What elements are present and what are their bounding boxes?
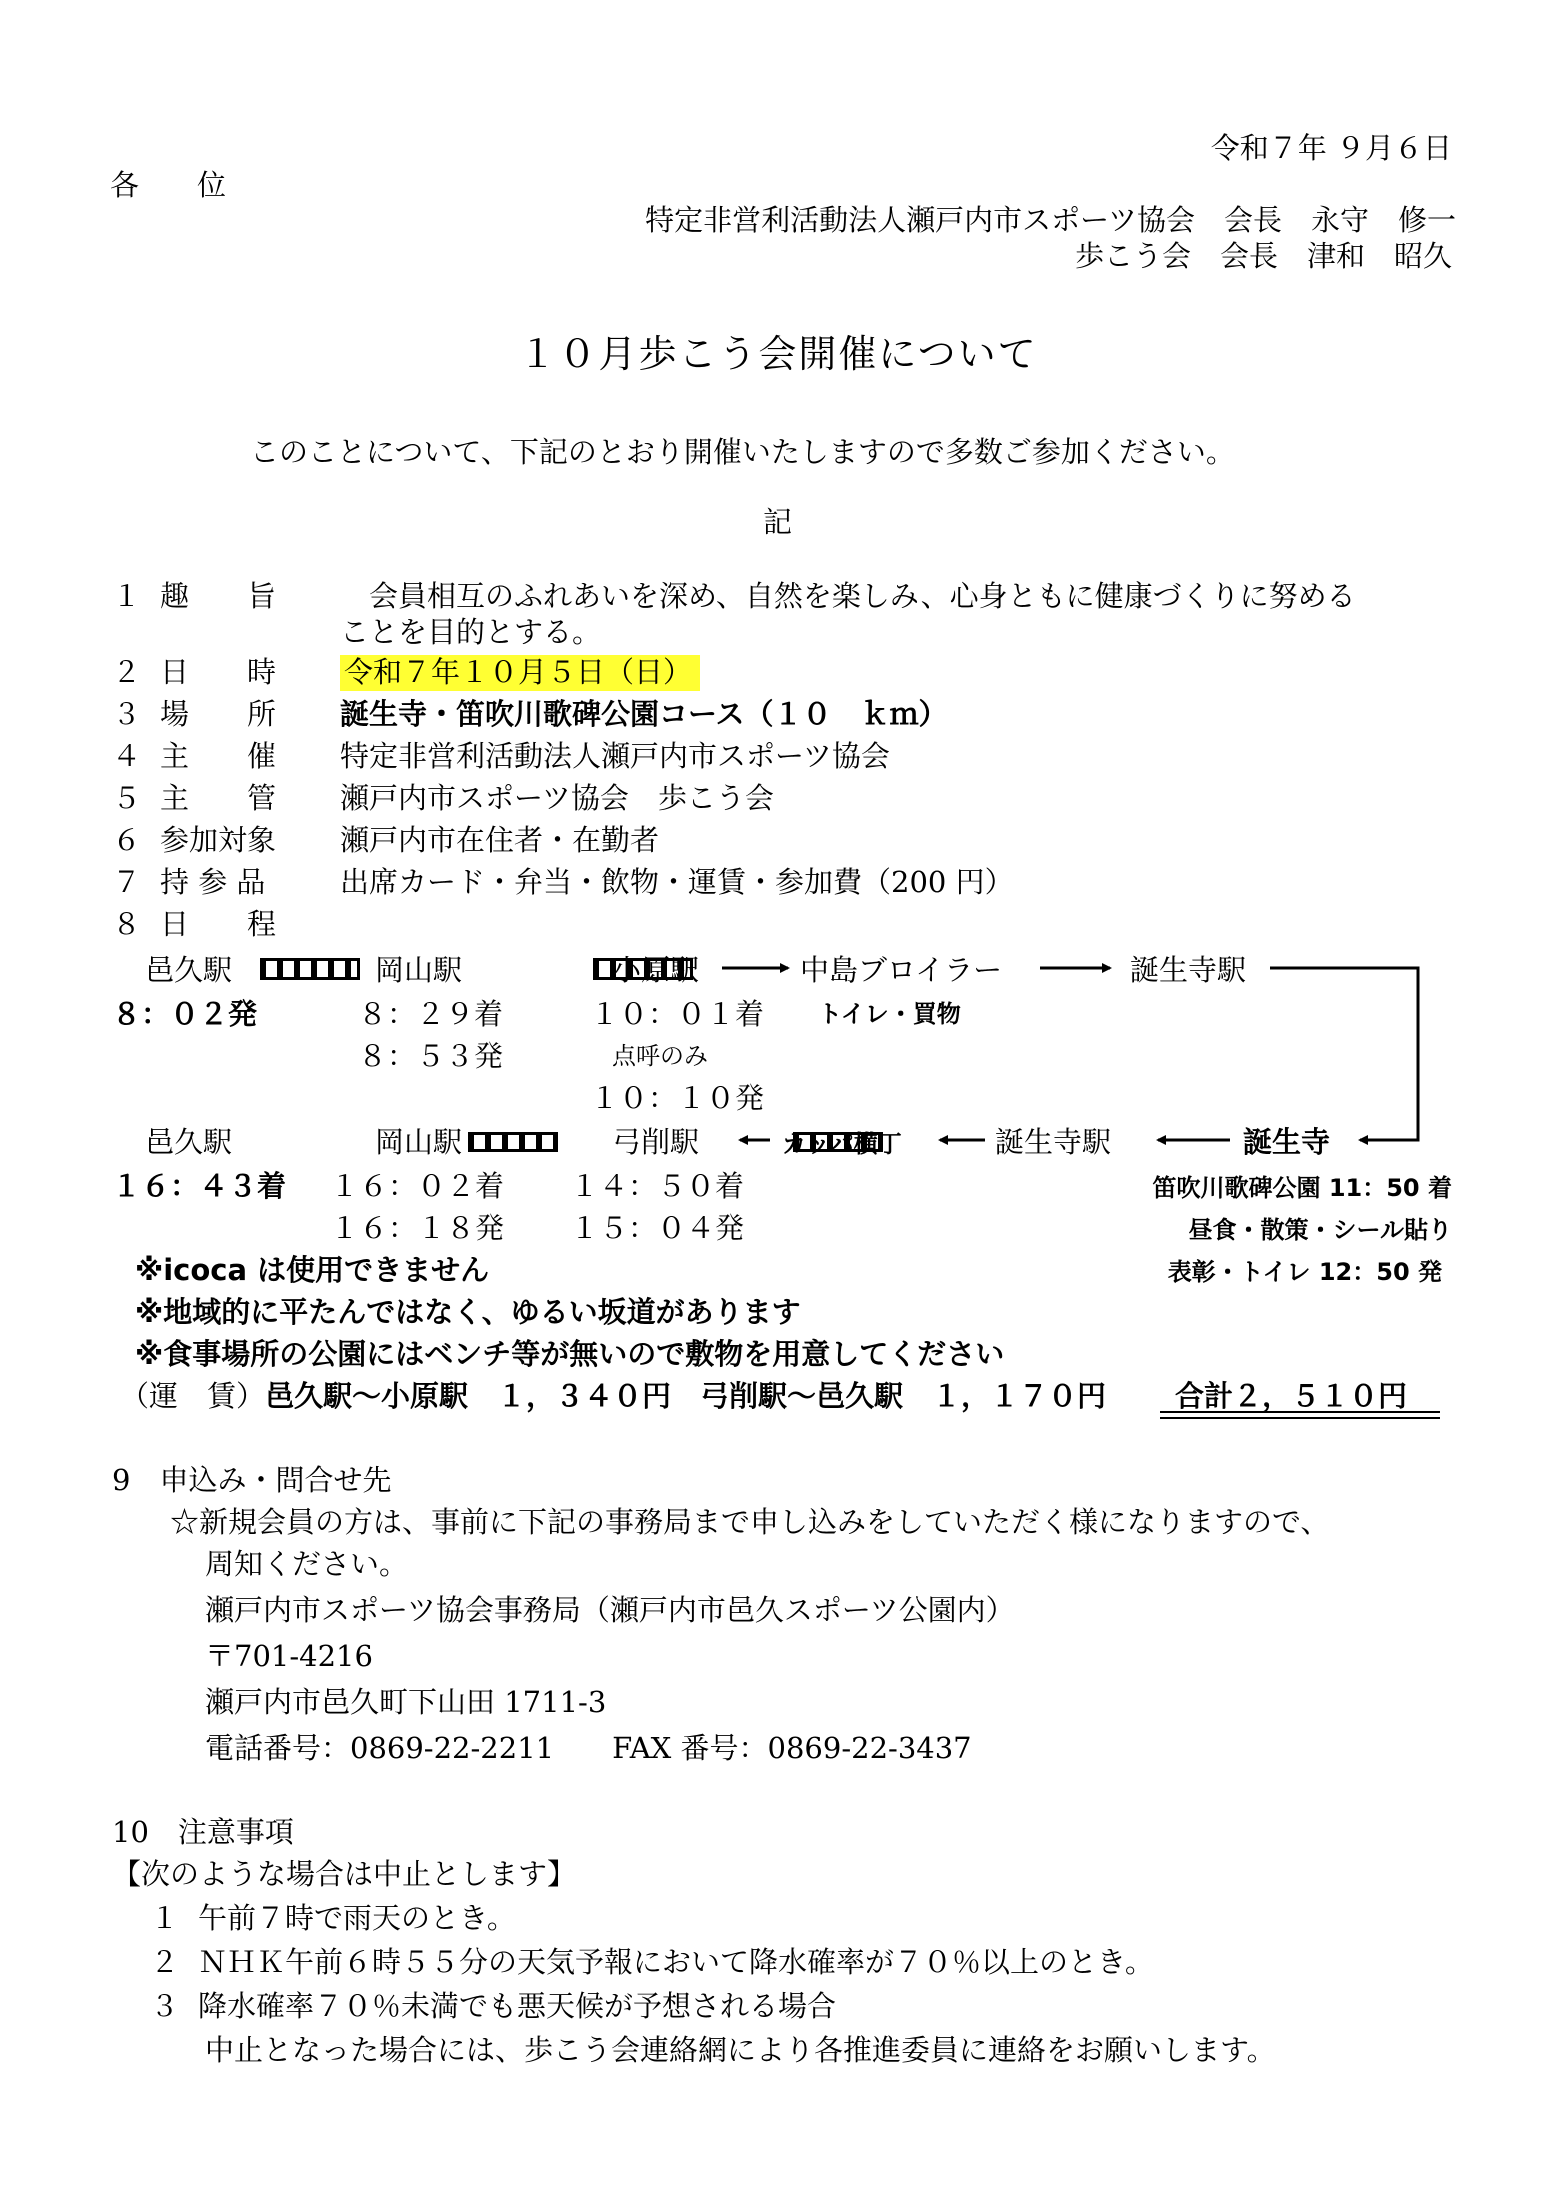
fare-leg-1: 邑久駅～小原駅 １，３４０円 bbox=[265, 1379, 672, 1413]
route-loop-arrow-icon bbox=[1270, 968, 1418, 1140]
item-label: 主 管 bbox=[160, 781, 277, 815]
park-arrive-time: 笛吹川歌碑公園 11：50 着 bbox=[1152, 1174, 1452, 1202]
okayama-depart-time-2: １６：１８発 bbox=[330, 1211, 505, 1245]
sender-line-1: 特定非営利活動法人瀬戸内市スポーツ協会 会長 永守 修一 bbox=[645, 203, 1456, 237]
event-date-highlight: 令和７年１０月５日（日） bbox=[340, 655, 700, 691]
item-label: 参加対象 bbox=[160, 823, 277, 857]
document-title: １０月歩こう会開催について bbox=[518, 332, 1038, 376]
depart-time: ８：０２発 bbox=[112, 997, 258, 1031]
station-oku-1: 邑久駅 bbox=[145, 953, 233, 987]
item-number: ５ bbox=[112, 781, 142, 815]
intro-text: このことについて、下記のとおり開催いたしますので多数ご参加ください。 bbox=[250, 435, 1235, 469]
station-tanjoji-2: 誕生寺駅 bbox=[995, 1125, 1112, 1159]
station-yuge: 弓削駅 bbox=[612, 1125, 700, 1159]
cancel-condition-1 bbox=[150, 1898, 516, 1938]
station-okayama-2: 岡山駅 bbox=[375, 1125, 463, 1159]
fare-label: （運 賃） bbox=[120, 1379, 266, 1413]
condition-number: ２ bbox=[150, 1945, 180, 1979]
condition-number: １ bbox=[150, 1901, 180, 1935]
addressee: 各 位 bbox=[110, 168, 227, 202]
item-1-continued: ことを目的とする。 bbox=[340, 615, 602, 649]
ohara-arrive-time: １０：０１着 bbox=[590, 997, 765, 1031]
office-name: 瀬戸内市スポーツ協会事務局（瀬戸内市邑久スポーツ公園内） bbox=[205, 1593, 1015, 1627]
okayama-depart-time: ８：５３発 bbox=[358, 1039, 504, 1073]
item-value: 瀬戸内市在住者・在勤者 bbox=[340, 823, 660, 857]
item-number: ３ bbox=[112, 697, 142, 731]
yuge-depart-time: １５：０４発 bbox=[570, 1211, 745, 1245]
station-okayama-1: 岡山駅 bbox=[375, 953, 463, 987]
item-value: 会員相互のふれあいを深め、自然を楽しみ、心身ともに健康づくりに努める bbox=[340, 579, 1356, 613]
item-label: 日 程 bbox=[160, 907, 277, 941]
section-10-footer: 中止となった場合には、歩こう会連絡網により各推進委員に連絡をお願いします。 bbox=[205, 2033, 1276, 2067]
section-9-line: 周知ください。 bbox=[205, 1547, 409, 1581]
item-label: 日 時 bbox=[160, 655, 277, 689]
office-address: 瀬戸内市邑久町下山田 1711-3 bbox=[205, 1685, 607, 1719]
item-number: ８ bbox=[112, 907, 142, 941]
fare-total: 合計２，５１０円 bbox=[1175, 1379, 1408, 1413]
condition-text: 降水確率７０％未満でも悪天候が予想される場合 bbox=[198, 1989, 837, 2023]
section-10-sub: 【次のような場合は中止とします】 bbox=[112, 1857, 577, 1891]
document-date: 令和７年 ９月６日 bbox=[1210, 131, 1452, 165]
oku-arrive-time: １６：４３着 bbox=[112, 1169, 287, 1203]
section-9-line: ☆新規会員の方は、事前に下記の事務局まで申し込みをしていただく様になりますので、 bbox=[170, 1505, 1330, 1539]
condition-text: ＮＨＫ午前６時５５分の天気予報において降水確率が７０％以上のとき。 bbox=[198, 1945, 1154, 1979]
station-ohara: 小原駅 bbox=[612, 953, 700, 987]
okayama-arrive-time: ８：２９着 bbox=[358, 997, 504, 1031]
ki-mark: 記 bbox=[763, 505, 793, 539]
item-number: ４ bbox=[112, 739, 142, 773]
office-phone-fax: 電話番号：0869-22-2211 FAX 番号：0869-22-3437 bbox=[205, 1731, 972, 1765]
cancel-condition-3 bbox=[150, 1986, 836, 2026]
okayama-arrive-time-2: １６：０２着 bbox=[330, 1169, 505, 1203]
note-icoca: ※icoca は使用できません bbox=[135, 1253, 490, 1287]
item-value: 特定非営利活動法人瀬戸内市スポーツ協会 bbox=[340, 739, 890, 773]
item-value: 出席カード・弁当・飲物・運賃・参加費（200 円） bbox=[340, 865, 1014, 899]
item-number: １ bbox=[112, 579, 142, 613]
sender-line-2: 歩こう会 会長 津和 昭久 bbox=[1074, 239, 1452, 273]
condition-text: 午前７時で雨天のとき。 bbox=[198, 1901, 516, 1935]
fare-line bbox=[120, 1376, 1106, 1416]
item-number: ２ bbox=[112, 655, 142, 689]
section-9-heading: 9 申込み・問合せ先 bbox=[112, 1463, 392, 1497]
item-value: 誕生寺・笛吹川歌碑公園コース（１０ ｋｍ） bbox=[340, 697, 948, 731]
condition-number: ３ bbox=[150, 1989, 180, 2023]
toilet-shopping-note: トイレ・買物 bbox=[818, 1000, 961, 1028]
item-number: ６ bbox=[112, 823, 142, 857]
stop-kappa-yokocho: カッパ横丁 bbox=[782, 1130, 902, 1158]
tanjoji-temple: 誕生寺 bbox=[1243, 1125, 1331, 1159]
item-number: ７ bbox=[112, 865, 142, 899]
fare-leg-2: 弓削駅～邑久駅 １，１７０円 bbox=[700, 1379, 1107, 1413]
section-10-heading: 10 注意事項 bbox=[112, 1815, 294, 1849]
note-slope: ※地域的に平たんではなく、ゆるい坂道があります bbox=[135, 1295, 801, 1329]
lunch-note: 昼食・散策・シール貼り bbox=[1188, 1216, 1452, 1244]
note-mat: ※食事場所の公園にはベンチ等が無いので敷物を用意してください bbox=[135, 1337, 1005, 1371]
item-value: 瀬戸内市スポーツ協会 歩こう会 bbox=[340, 781, 774, 815]
cancel-condition-2 bbox=[150, 1942, 1154, 1982]
item-label: 場 所 bbox=[160, 697, 277, 731]
item-label: 持 参 品 bbox=[160, 865, 266, 899]
award-note: 表彰・トイレ 12：50 発 bbox=[1167, 1258, 1442, 1286]
station-tanjoji-1: 誕生寺駅 bbox=[1130, 953, 1247, 987]
item-label: 趣 旨 bbox=[160, 579, 277, 613]
roll-call-note: 点呼のみ bbox=[612, 1042, 708, 1070]
stop-nakashima-broiler: 中島ブロイラー bbox=[800, 953, 1003, 987]
item-label: 主 催 bbox=[160, 739, 277, 773]
station-oku-2: 邑久駅 bbox=[145, 1125, 233, 1159]
ohara-depart-time: １０：１０発 bbox=[590, 1081, 765, 1115]
postal-code: 〒701-4216 bbox=[205, 1639, 373, 1673]
yuge-arrive-time: １４：５０着 bbox=[570, 1169, 745, 1203]
